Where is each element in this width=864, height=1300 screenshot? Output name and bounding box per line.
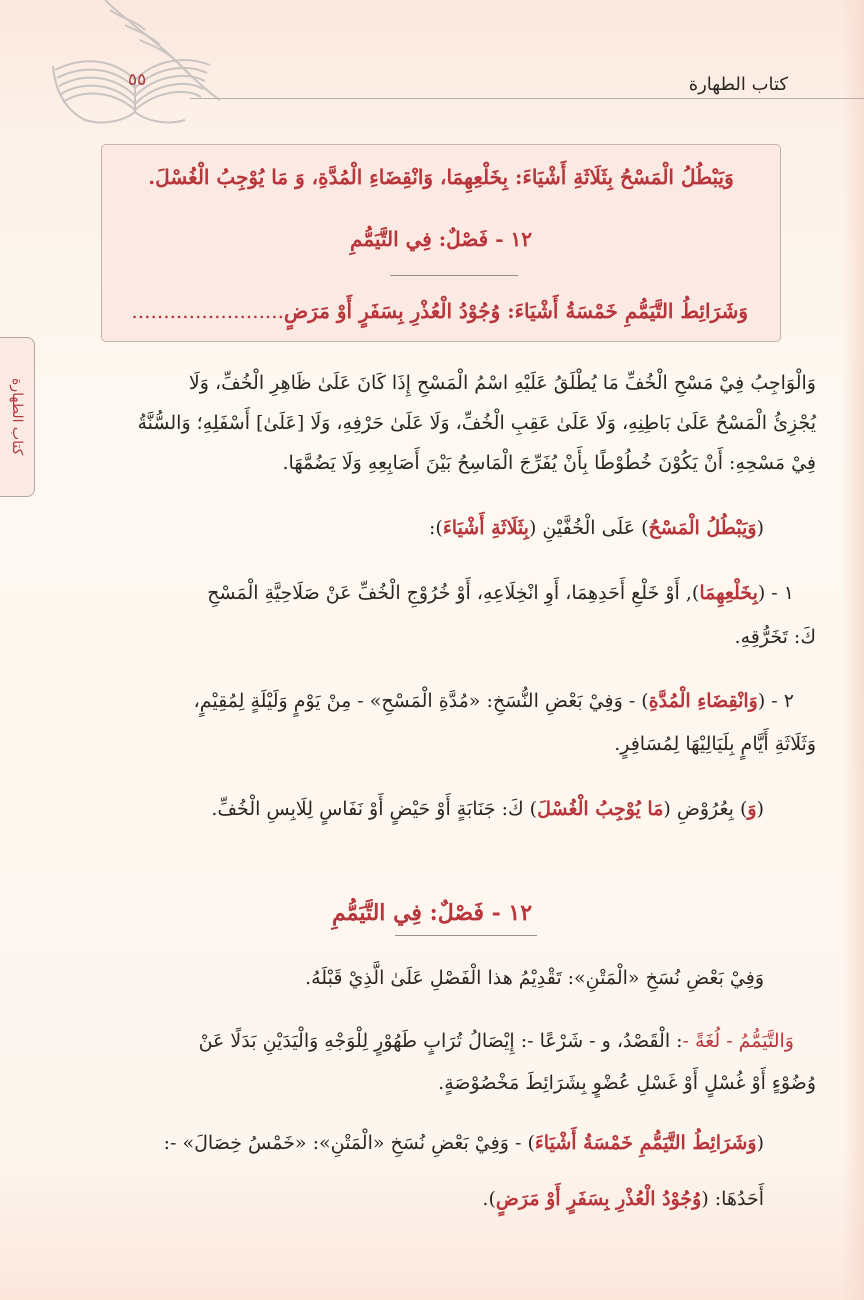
page-edge-shadow	[842, 0, 864, 1300]
matn-section-heading: ١٢ - فَصْلٌ: فِي التَّيَمُّمِ	[350, 227, 532, 251]
matn-text-box	[101, 144, 781, 342]
commentary-line: وَالتَّيَمُّمُ - لُغَةً -: الْقَصْدُ، و - شَرْعًا -: إِيْصَالُ تُرَابٍ طَهُوْرٍ لِلْوَجْهِ وَالْيَدَيْنِ بَدَلًا عَنْ	[198, 1030, 794, 1052]
matn-quote: وَشَرَائِطُ التَّيَمُّمِ خَمْسَةُ أَشْيَاءَ	[534, 1132, 757, 1154]
matn-line-3	[122, 299, 748, 323]
commentary-line: وَثَلَاثَةِ أَيَّامٍ بِلَيَالِيْهَا لِمُسَافِرٍ.	[614, 733, 816, 755]
matn-quote: وَ	[747, 798, 757, 820]
matn-quote: وَالتَّيَمُّمُ - لُغَةً -	[682, 1030, 794, 1052]
commentary-line: ٢ - (وَانْقِضَاءِ الْمُدَّةِ) - وَفِيْ بَعْضِ النُّسَخِ: «مُدَّةِ الْمَسْحِ» - مِنْ يَوْمٍ وَلَيْلَةٍ لِمُقِيْمٍ،	[193, 690, 794, 712]
matn-heading-underline	[390, 275, 518, 276]
page-number: ٥٥	[128, 70, 147, 90]
matn-quote: وَانْقِضَاءِ الْمُدَّةِ	[648, 690, 758, 712]
open-book-quill-ornament-icon	[25, 0, 225, 135]
commentary-line: (وَشَرَائِطُ التَّيَمُّمِ خَمْسَةُ أَشْيَاءَ) - وَفِيْ بَعْضِ نُسَخِ «الْمَتْنِ»: «خَمْسُ خِصَالَ» -:	[163, 1132, 764, 1154]
section-heading: ١٢ - فَصْلٌ: فِي التَّيَمُّمِ	[331, 900, 533, 926]
matn-quote: بِثَلَاثَةِ أَشْيَاءَ	[442, 517, 529, 539]
running-head-title: كتاب الطهارة	[688, 74, 788, 95]
matn-quote: وَيَبْطُلُ الْمَسْحُ	[648, 517, 757, 539]
header-divider	[190, 98, 864, 99]
commentary-line: يُجْزِئُ الْمَسْحُ عَلَىٰ بَاطِنِهِ، وَلَا عَلَىٰ عَقِبِ الْخُفِّ، وَلَا عَلَىٰ حَرْفِهِ، وَلَا [عَلَىٰ] أَسْفَلِهِ؛ وَالسُّنَّةُ	[137, 412, 816, 434]
commentary-line: ١ - (بِخَلْعِهِمَا), أَوْ خَلْعِ أَحَدِهِمَا، أَوِ انْخِلَاعِهِ، أَوْ خُرُوْجِ الْخُفِّ عَنْ صَلَاحِيَّةِ الْمَسْحِ	[207, 582, 794, 604]
commentary-line: (وَيَبْطُلُ الْمَسْحُ) عَلَى الْخُفَّيْنِ (بِثَلَاثَةِ أَشْيَاءَ):	[429, 517, 764, 539]
commentary-line: وَفِيْ بَعْضِ نُسَخِ «الْمَتْنِ»: تَقْدِيْمُ هذا الْفَصْلِ عَلَىٰ الَّذِيْ قَبْلَهُ.	[305, 967, 764, 989]
section-heading-underline	[395, 935, 537, 936]
matn-line-1: وَيَبْطُلُ الْمَسْحُ بِثَلَاثَةِ أَشْيَاءَ: بِخَلْعِهِمَا، وَانْقِضَاءِ الْمُدَّةِ، وَ مَا يُوْجِبُ الْغُسْلَ.	[148, 165, 734, 189]
commentary-line: أَحَدُهَا: (وُجُوْدُ الْعُذْرِ بِسَفَرٍ أَوْ مَرَضٍ).	[482, 1188, 764, 1210]
matn-line-3-text: وَشَرَائِطُ التَّيَمُّمِ خَمْسَةُ أَشْيَاءَ: وُجُوْدُ الْعُذْرِ بِسَفَرٍ أَوْ مَرَضٍ	[284, 299, 748, 323]
matn-line-3-dots: ........................	[131, 299, 284, 323]
commentary-line: (وَ) بِعُرُوْضِ (مَا يُوْجِبُ الْغُسْلَ) كَ: جَنَابَةٍ أَوْ حَيْضٍ أَوْ نَفَاسٍ لِلَابِسِ الْخُفِّ.	[211, 798, 764, 820]
commentary-line: كَ: تَخَرُّقِهِ.	[734, 626, 816, 648]
matn-quote: بِخَلْعِهِمَا	[699, 582, 758, 604]
commentary-line: وَالْوَاجِبُ فِيْ مَسْحِ الْخُفِّ مَا يُطْلَقُ عَلَيْهِ اسْمُ الْمَسْحِ إِذَا كَانَ عَلَىٰ ظَاهِرِ الْخُفِّ، وَلَا	[188, 372, 816, 394]
commentary-line: فِيْ مَسْحِهِ: أَنْ يَكُوْنَ خُطُوْطًا بِأَنْ يُفَرِّجَ الْمَاسِحُ بَيْنَ أَصَابِعِهِ وَلَا يَضُمَّهَا.	[282, 452, 816, 474]
matn-quote: وُجُوْدُ الْعُذْرِ بِسَفَرٍ أَوْ مَرَضٍ	[495, 1188, 702, 1210]
chapter-side-tab[interactable]	[0, 337, 35, 497]
matn-quote: مَا يُوْجِبُ الْغُسْلَ	[537, 798, 664, 820]
side-tab-label: كتاب الطهارة	[9, 378, 25, 456]
commentary-line: وُضُوْءٍ أَوْ غُسْلٍ أَوْ غَسْلِ عُضْوٍ بِشَرَائِطَ مَخْصُوْصَةٍ.	[438, 1072, 816, 1094]
